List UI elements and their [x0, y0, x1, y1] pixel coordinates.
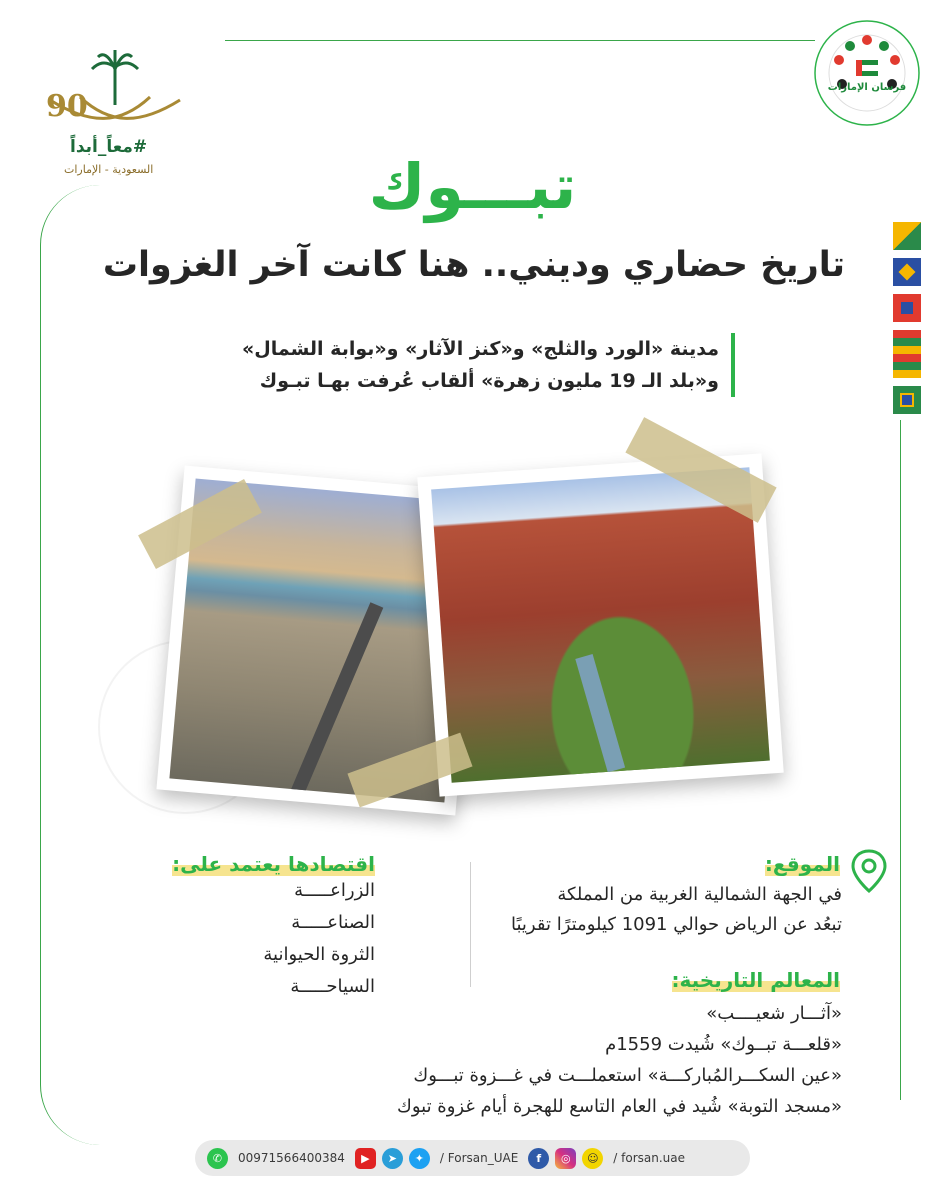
page-subtitle: تاريخ حضاري وديني.. هنا كانت آخر الغزوات	[102, 245, 845, 285]
list-item: الصناعـــــة	[291, 912, 375, 933]
instagram-icon[interactable]: ◎	[555, 1148, 576, 1169]
pattern-tile	[893, 258, 921, 286]
pattern-tile	[893, 294, 921, 322]
website-handle[interactable]: / forsan.uae	[613, 1151, 686, 1165]
phone-number[interactable]: 00971566400384	[238, 1151, 345, 1165]
pattern-tile	[893, 386, 921, 414]
list-item: «آثـــار شعيــــب»	[706, 1003, 842, 1024]
social-footer	[195, 1140, 750, 1176]
anniversary-number: 90	[46, 89, 88, 124]
facebook-icon[interactable]: f	[528, 1148, 549, 1169]
landmarks-heading: المعالم التاريخية:	[671, 968, 840, 992]
location-pin-icon	[846, 848, 892, 894]
anniversary-subtitle: السعودية - الإمارات	[64, 163, 154, 176]
list-item: «مسجد التوبة» شُيد في العام التاسع للهجرة أيام غزوة تبوك	[397, 1096, 842, 1117]
intro-line-2: و«بلد الـ 19 مليون زهرة» ألقاب عُرفت بهـا تبـوك	[259, 370, 719, 392]
frame-line-top	[225, 40, 815, 41]
youtube-icon[interactable]: ▶	[355, 1148, 376, 1169]
intro-line-1: مدينة «الورد والثلج» و«كنز الآثار» و«بوابة الشمال»	[241, 338, 719, 360]
location-text	[511, 880, 842, 940]
page-title: تبـــوك	[368, 150, 577, 223]
telegram-icon[interactable]: ➤	[382, 1148, 403, 1169]
intro-quote	[242, 333, 735, 397]
frame-curve-left	[40, 185, 101, 1145]
list-item: الزراعـــــة	[294, 880, 375, 901]
landmarks-list	[397, 998, 842, 1122]
twitter-icon[interactable]: ✦	[409, 1148, 430, 1169]
frame-line-right	[900, 420, 901, 1100]
column-divider	[470, 862, 471, 987]
forsan-logo	[812, 18, 922, 128]
location-line-1: في الجهة الشمالية الغربية من المملكة	[557, 884, 842, 905]
pattern-tile	[893, 222, 921, 250]
list-item: «قلعـــة تبــوك» شُيدت 1559م	[605, 1034, 842, 1055]
location-heading: الموقع:	[764, 852, 840, 876]
anniversary-hashtag: #معاً_أبداً	[70, 137, 148, 157]
list-item: السياحـــــة	[290, 976, 375, 997]
economy-list	[263, 875, 375, 1003]
list-item: «عين السكـــرالمُباركـــة» استعملـــت في غـــزوة تبـــوك	[413, 1065, 842, 1086]
sadu-pattern-strip	[893, 222, 921, 422]
social-handle[interactable]: / Forsan_UAE	[439, 1151, 519, 1165]
forsan-logo-text: فرسان الإمارات	[827, 82, 907, 93]
canyon-image	[431, 467, 770, 783]
snapchat-icon[interactable]: ☺	[582, 1148, 603, 1169]
whatsapp-icon[interactable]: ✆	[207, 1148, 228, 1169]
forsan-emblem-icon	[812, 18, 922, 128]
location-line-2: تبعُد عن الرياض حوالي 1091 كيلومترًا تقريبًا	[511, 914, 842, 935]
pattern-tile	[893, 330, 921, 378]
list-item: الثروة الحيوانية	[263, 944, 375, 965]
economy-heading: اقتصادها يعتمد على:	[172, 852, 375, 876]
